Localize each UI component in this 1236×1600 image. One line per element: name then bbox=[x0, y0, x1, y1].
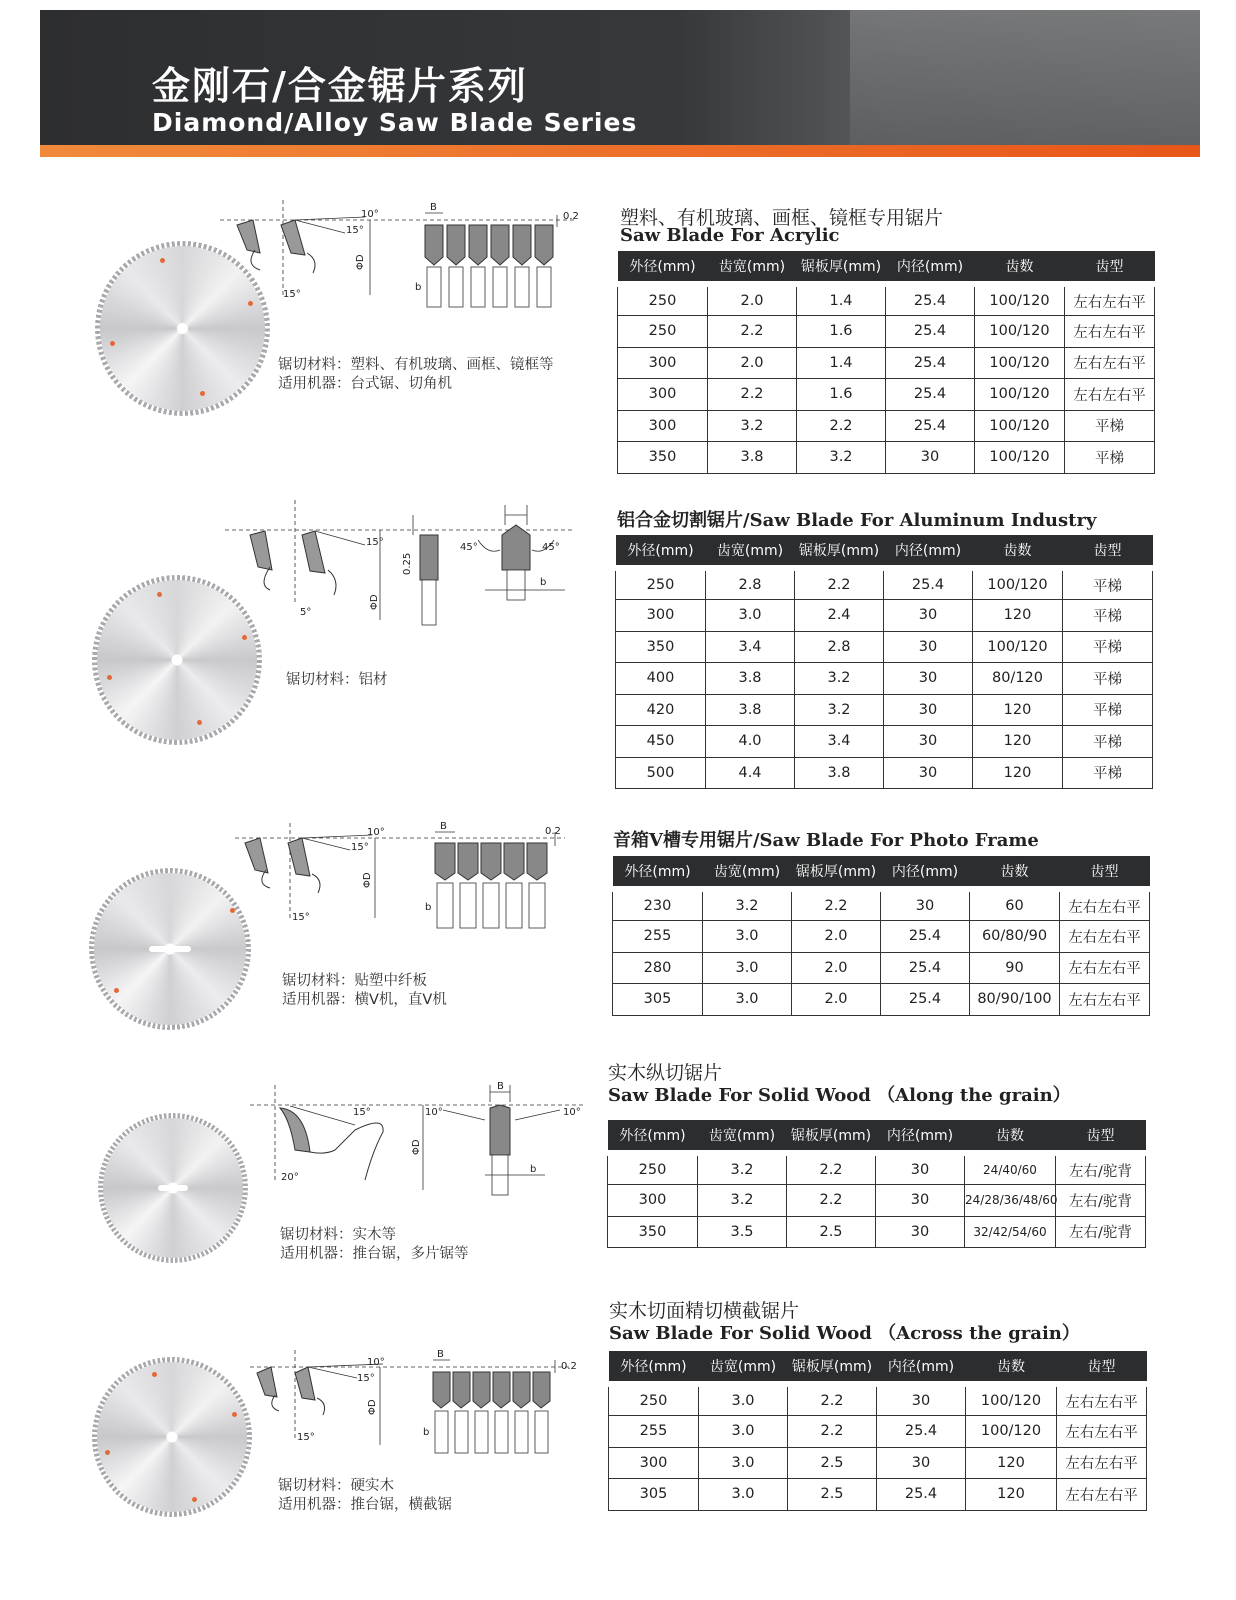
table-cell: 平梯 bbox=[1065, 410, 1155, 442]
table-cell: 24/28/36/48/60 bbox=[965, 1185, 1056, 1217]
table-row bbox=[618, 442, 1155, 474]
table-cell: 80/120 bbox=[973, 663, 1063, 695]
blade-description-solid-wood-across bbox=[278, 1477, 452, 1515]
section-heading-photo-frame: 音箱V槽专用锯片/Saw Blade For Photo Frame bbox=[613, 830, 1039, 851]
table-cell: 100/120 bbox=[975, 284, 1065, 316]
table-row bbox=[609, 1416, 1147, 1448]
column-header: 外径(mm) bbox=[618, 251, 708, 284]
table-cell: 平梯 bbox=[1063, 631, 1153, 663]
column-header: 锯板厚(mm) bbox=[787, 1120, 876, 1153]
table-cell: 30 bbox=[884, 757, 973, 789]
table-cell: 2.0 bbox=[792, 984, 881, 1016]
section-heading-acrylic-en: Saw Blade For Acrylic bbox=[620, 225, 840, 246]
spec-table-solid-wood-along bbox=[607, 1120, 1146, 1248]
table-cell: 左右左右平 bbox=[1060, 952, 1150, 984]
svg-text:10°: 10° bbox=[425, 1107, 443, 1118]
saw-blade-image-photo-frame bbox=[94, 873, 246, 1025]
table-cell: 3.0 bbox=[706, 600, 795, 632]
table-cell: 2.2 bbox=[708, 316, 797, 348]
applicable-machine: 适用机器：台式锯、切角机 bbox=[278, 376, 452, 392]
table-cell: 120 bbox=[973, 726, 1063, 758]
svg-text:B: B bbox=[440, 821, 447, 832]
svg-text:15°: 15° bbox=[346, 225, 364, 236]
svg-text:ΦD: ΦD bbox=[369, 594, 380, 610]
blade-description-photo-frame bbox=[282, 972, 447, 1010]
svg-text:b: b bbox=[423, 1427, 430, 1438]
table-cell: 平梯 bbox=[1063, 663, 1153, 695]
table-cell: 420 bbox=[616, 694, 706, 726]
table-row bbox=[609, 1479, 1147, 1511]
table-cell: 4.0 bbox=[706, 726, 795, 758]
table-cell: 左右左右平 bbox=[1057, 1447, 1147, 1479]
table-cell: 3.0 bbox=[699, 1447, 788, 1479]
table-cell: 30 bbox=[876, 1185, 965, 1217]
section-heading-acrylic-cn: 塑料、有机玻璃、画框、镜框专用锯片 bbox=[620, 207, 944, 229]
table-cell: 25.4 bbox=[881, 921, 970, 953]
table-header-row bbox=[609, 1351, 1147, 1384]
column-header: 齿宽(mm) bbox=[698, 1120, 787, 1153]
svg-text:45°: 45° bbox=[542, 542, 560, 553]
table-cell: 3.0 bbox=[699, 1416, 788, 1448]
table-cell: 25.4 bbox=[886, 410, 975, 442]
tooth-diagram-acrylic bbox=[215, 195, 590, 310]
table-cell: 230 bbox=[613, 889, 703, 921]
table-row bbox=[618, 410, 1155, 442]
table-header-row bbox=[618, 251, 1155, 284]
table-cell: 25.4 bbox=[886, 316, 975, 348]
table-cell: 1.6 bbox=[797, 379, 886, 411]
table-cell: 3.2 bbox=[698, 1153, 787, 1185]
table-cell: 3.2 bbox=[797, 442, 886, 474]
table-cell: 3.8 bbox=[795, 757, 884, 789]
table-row bbox=[609, 1447, 1147, 1479]
column-header: 外径(mm) bbox=[616, 535, 706, 568]
table-cell: 300 bbox=[618, 410, 708, 442]
table-cell: 300 bbox=[618, 347, 708, 379]
table-cell: 30 bbox=[884, 600, 973, 632]
tooth-diagram-aluminum bbox=[220, 495, 580, 625]
svg-text:ΦD: ΦD bbox=[411, 1139, 422, 1155]
table-cell: 32/42/54/60 bbox=[965, 1216, 1056, 1248]
table-cell: 2.0 bbox=[708, 284, 797, 316]
table-cell: 3.4 bbox=[706, 631, 795, 663]
table-cell: 左右左右平 bbox=[1060, 921, 1150, 953]
table-cell: 100/120 bbox=[966, 1384, 1057, 1416]
blade-description-solid-wood-along bbox=[280, 1226, 469, 1264]
table-cell: 30 bbox=[877, 1447, 966, 1479]
spec-table-solid-wood-across bbox=[608, 1351, 1147, 1511]
table-cell: 100/120 bbox=[973, 631, 1063, 663]
svg-text:0.2: 0.2 bbox=[563, 211, 579, 222]
blade-description-acrylic bbox=[278, 356, 554, 394]
svg-text:b: b bbox=[415, 282, 422, 293]
column-header: 内径(mm) bbox=[886, 251, 975, 284]
cutting-material: 锯切材料：实木等 bbox=[280, 1227, 396, 1243]
table-cell: 25.4 bbox=[886, 347, 975, 379]
svg-text:b: b bbox=[530, 1164, 537, 1175]
table-cell: 100/120 bbox=[966, 1416, 1057, 1448]
table-cell: 左右左右平 bbox=[1057, 1479, 1147, 1511]
tooth-diagram-solid-wood-along bbox=[245, 1080, 590, 1200]
table-cell: 25.4 bbox=[877, 1479, 966, 1511]
svg-text:B: B bbox=[430, 202, 437, 213]
table-cell: 350 bbox=[616, 631, 706, 663]
table-cell: 400 bbox=[616, 663, 706, 695]
column-header: 齿型 bbox=[1060, 856, 1150, 889]
column-header: 齿数 bbox=[966, 1351, 1057, 1384]
table-cell: 120 bbox=[966, 1479, 1057, 1511]
table-cell: 250 bbox=[618, 284, 708, 316]
svg-text:15°: 15° bbox=[357, 1373, 375, 1384]
table-row bbox=[609, 1384, 1147, 1416]
table-cell: 500 bbox=[616, 757, 706, 789]
table-cell: 2.4 bbox=[795, 600, 884, 632]
table-cell: 60/80/90 bbox=[970, 921, 1060, 953]
table-cell: 100/120 bbox=[975, 316, 1065, 348]
table-cell: 100/120 bbox=[975, 379, 1065, 411]
table-cell: 2.8 bbox=[795, 631, 884, 663]
spec-table-photo-frame bbox=[612, 856, 1150, 1016]
table-row bbox=[616, 568, 1153, 600]
table-cell: 120 bbox=[973, 694, 1063, 726]
table-cell: 3.4 bbox=[795, 726, 884, 758]
tooth-diagram-photo-frame bbox=[230, 818, 580, 933]
table-cell: 305 bbox=[609, 1479, 699, 1511]
svg-text:15°: 15° bbox=[351, 842, 369, 853]
table-cell: 3.2 bbox=[708, 410, 797, 442]
table-cell: 2.2 bbox=[788, 1384, 877, 1416]
cutting-material: 锯切材料：硬实木 bbox=[278, 1478, 394, 1494]
table-cell: 2.5 bbox=[788, 1479, 877, 1511]
section-heading-solid-wood-along-en: Saw Blade For Solid Wood （Along the grain） bbox=[608, 1085, 1071, 1106]
table-cell: 左右/驼背 bbox=[1056, 1153, 1146, 1185]
table-row bbox=[616, 631, 1153, 663]
table-cell: 2.2 bbox=[787, 1185, 876, 1217]
section-heading-solid-wood-across-en: Saw Blade For Solid Wood （Across the grain） bbox=[609, 1323, 1080, 1344]
table-cell: 30 bbox=[877, 1384, 966, 1416]
table-cell: 2.2 bbox=[795, 568, 884, 600]
column-header: 外径(mm) bbox=[608, 1120, 698, 1153]
table-cell: 305 bbox=[613, 984, 703, 1016]
svg-text:0.2: 0.2 bbox=[561, 1361, 577, 1372]
table-cell: 平梯 bbox=[1063, 568, 1153, 600]
table-cell: 3.0 bbox=[699, 1479, 788, 1511]
table-cell: 3.8 bbox=[706, 694, 795, 726]
table-cell: 3.8 bbox=[706, 663, 795, 695]
svg-text:b: b bbox=[540, 577, 547, 588]
table-cell: 平梯 bbox=[1063, 757, 1153, 789]
column-header: 锯板厚(mm) bbox=[792, 856, 881, 889]
table-row bbox=[613, 952, 1150, 984]
table-header-row bbox=[616, 535, 1153, 568]
svg-text:10°: 10° bbox=[563, 1107, 581, 1118]
table-cell: 3.2 bbox=[698, 1185, 787, 1217]
table-cell: 30 bbox=[881, 889, 970, 921]
table-cell: 30 bbox=[884, 694, 973, 726]
column-header: 齿数 bbox=[970, 856, 1060, 889]
table-cell: 左右左右平 bbox=[1065, 347, 1155, 379]
banner-accent-stripe bbox=[40, 145, 1200, 157]
table-cell: 100/120 bbox=[975, 410, 1065, 442]
svg-text:45°: 45° bbox=[460, 542, 478, 553]
table-cell: 2.8 bbox=[706, 568, 795, 600]
page-title-cn: 金刚石/合金锯片系列 bbox=[152, 64, 528, 108]
page-title-en: Diamond/Alloy Saw Blade Series bbox=[152, 108, 638, 137]
table-cell: 250 bbox=[609, 1384, 699, 1416]
table-cell: 100/120 bbox=[973, 568, 1063, 600]
svg-text:5°: 5° bbox=[300, 607, 312, 618]
table-row bbox=[618, 379, 1155, 411]
svg-text:b: b bbox=[425, 902, 432, 913]
column-header: 锯板厚(mm) bbox=[788, 1351, 877, 1384]
table-cell: 120 bbox=[966, 1447, 1057, 1479]
table-cell: 2.2 bbox=[788, 1416, 877, 1448]
column-header: 齿型 bbox=[1063, 535, 1153, 568]
table-cell: 300 bbox=[608, 1185, 698, 1217]
table-cell: 24/40/60 bbox=[965, 1153, 1056, 1185]
cutting-material: 锯切材料：贴塑中纤板 bbox=[282, 973, 427, 989]
column-header: 外径(mm) bbox=[613, 856, 703, 889]
svg-text:15°: 15° bbox=[353, 1107, 371, 1118]
column-header: 齿数 bbox=[975, 251, 1065, 284]
table-cell: 平梯 bbox=[1063, 726, 1153, 758]
spec-table-aluminum bbox=[615, 535, 1153, 789]
svg-text:10°: 10° bbox=[367, 1357, 385, 1368]
table-cell: 450 bbox=[616, 726, 706, 758]
svg-text:ΦD: ΦD bbox=[367, 1399, 378, 1415]
table-row bbox=[616, 663, 1153, 695]
table-cell: 255 bbox=[609, 1416, 699, 1448]
table-cell: 2.2 bbox=[797, 410, 886, 442]
cutting-material: 锯切材料：铝材 bbox=[286, 672, 388, 688]
table-row bbox=[616, 694, 1153, 726]
cutting-material: 锯切材料：塑料、有机玻璃、画框、镜框等 bbox=[278, 357, 554, 373]
table-cell: 280 bbox=[613, 952, 703, 984]
applicable-machine: 适用机器：推台锯，多片锯等 bbox=[280, 1246, 469, 1262]
table-cell: 25.4 bbox=[881, 984, 970, 1016]
spec-table-acrylic bbox=[617, 251, 1155, 474]
table-cell: 350 bbox=[618, 442, 708, 474]
column-header: 齿型 bbox=[1057, 1351, 1147, 1384]
svg-text:10°: 10° bbox=[361, 209, 379, 220]
column-header: 锯板厚(mm) bbox=[795, 535, 884, 568]
table-cell: 30 bbox=[884, 726, 973, 758]
table-row bbox=[613, 889, 1150, 921]
table-cell: 平梯 bbox=[1063, 694, 1153, 726]
svg-text:0.25: 0.25 bbox=[402, 552, 413, 575]
table-cell: 左右左右平 bbox=[1060, 889, 1150, 921]
table-cell: 3.5 bbox=[698, 1216, 787, 1248]
table-cell: 30 bbox=[886, 442, 975, 474]
tooth-diagram-solid-wood-across bbox=[245, 1345, 585, 1460]
table-cell: 1.6 bbox=[797, 316, 886, 348]
table-cell: 左右左右平 bbox=[1057, 1416, 1147, 1448]
table-cell: 100/120 bbox=[975, 442, 1065, 474]
table-row bbox=[608, 1153, 1146, 1185]
table-cell: 2.0 bbox=[792, 921, 881, 953]
column-header: 齿宽(mm) bbox=[699, 1351, 788, 1384]
applicable-machine: 适用机器：推台锯，横截锯 bbox=[278, 1497, 452, 1513]
svg-text:B: B bbox=[497, 1081, 504, 1092]
table-cell: 60 bbox=[970, 889, 1060, 921]
table-cell: 2.2 bbox=[708, 379, 797, 411]
table-cell: 3.0 bbox=[703, 952, 792, 984]
table-cell: 250 bbox=[608, 1153, 698, 1185]
column-header: 齿宽(mm) bbox=[703, 856, 792, 889]
column-header: 内径(mm) bbox=[877, 1351, 966, 1384]
svg-text:15°: 15° bbox=[283, 289, 301, 300]
table-cell: 左右左右平 bbox=[1065, 379, 1155, 411]
table-cell: 120 bbox=[973, 600, 1063, 632]
table-cell: 3.2 bbox=[795, 663, 884, 695]
table-cell: 1.4 bbox=[797, 347, 886, 379]
table-row bbox=[608, 1185, 1146, 1217]
table-row bbox=[618, 347, 1155, 379]
applicable-machine: 适用机器：横V机，直V机 bbox=[282, 992, 447, 1008]
table-cell: 2.0 bbox=[792, 952, 881, 984]
column-header: 齿型 bbox=[1056, 1120, 1146, 1153]
table-cell: 3.0 bbox=[699, 1384, 788, 1416]
table-cell: 100/120 bbox=[975, 347, 1065, 379]
table-cell: 2.5 bbox=[788, 1447, 877, 1479]
svg-text:15°: 15° bbox=[366, 537, 384, 548]
column-header: 外径(mm) bbox=[609, 1351, 699, 1384]
svg-text:15°: 15° bbox=[292, 912, 310, 923]
table-row bbox=[618, 284, 1155, 316]
table-cell: 平梯 bbox=[1063, 600, 1153, 632]
table-cell: 2.2 bbox=[792, 889, 881, 921]
table-cell: 30 bbox=[876, 1153, 965, 1185]
table-cell: 300 bbox=[616, 600, 706, 632]
column-header: 内径(mm) bbox=[884, 535, 973, 568]
svg-text:20°: 20° bbox=[281, 1172, 299, 1183]
section-heading-aluminum: 铝合金切割锯片/Saw Blade For Aluminum Industry bbox=[617, 510, 1097, 531]
table-cell: 1.4 bbox=[797, 284, 886, 316]
svg-text:15°: 15° bbox=[297, 1432, 315, 1443]
table-cell: 350 bbox=[608, 1216, 698, 1248]
svg-text:0.2: 0.2 bbox=[545, 826, 561, 837]
column-header: 内径(mm) bbox=[876, 1120, 965, 1153]
column-header: 齿宽(mm) bbox=[706, 535, 795, 568]
table-cell: 90 bbox=[970, 952, 1060, 984]
table-cell: 3.0 bbox=[703, 921, 792, 953]
table-cell: 2.0 bbox=[708, 347, 797, 379]
table-row bbox=[616, 726, 1153, 758]
table-cell: 80/90/100 bbox=[970, 984, 1060, 1016]
column-header: 锯板厚(mm) bbox=[797, 251, 886, 284]
table-header-row bbox=[608, 1120, 1146, 1153]
table-row bbox=[616, 757, 1153, 789]
saw-blade-image-solid-wood-along bbox=[103, 1118, 243, 1258]
table-cell: 左右左右平 bbox=[1065, 316, 1155, 348]
table-cell: 平梯 bbox=[1065, 442, 1155, 474]
table-cell: 左右左右平 bbox=[1065, 284, 1155, 316]
table-cell: 左右/驼背 bbox=[1056, 1216, 1146, 1248]
saw-blade-image-solid-wood-across bbox=[97, 1362, 247, 1512]
table-cell: 25.4 bbox=[886, 379, 975, 411]
column-header: 齿宽(mm) bbox=[708, 251, 797, 284]
svg-text:ΦD: ΦD bbox=[362, 872, 373, 888]
table-cell: 左右左右平 bbox=[1057, 1384, 1147, 1416]
table-cell: 250 bbox=[618, 316, 708, 348]
table-cell: 25.4 bbox=[886, 284, 975, 316]
table-row bbox=[613, 984, 1150, 1016]
banner-texture bbox=[850, 10, 1200, 145]
svg-text:10°: 10° bbox=[367, 827, 385, 838]
column-header: 齿数 bbox=[965, 1120, 1056, 1153]
table-cell: 3.2 bbox=[795, 694, 884, 726]
svg-text:ΦD: ΦD bbox=[355, 254, 366, 270]
section-heading-solid-wood-along-cn: 实木纵切锯片 bbox=[608, 1062, 723, 1084]
blade-description-aluminum bbox=[286, 671, 388, 690]
table-cell: 25.4 bbox=[884, 568, 973, 600]
column-header: 齿型 bbox=[1065, 251, 1155, 284]
table-cell: 左右/驼背 bbox=[1056, 1185, 1146, 1217]
table-cell: 3.8 bbox=[708, 442, 797, 474]
table-row bbox=[618, 316, 1155, 348]
table-header-row bbox=[613, 856, 1150, 889]
table-cell: 120 bbox=[973, 757, 1063, 789]
table-row bbox=[608, 1216, 1146, 1248]
table-cell: 25.4 bbox=[881, 952, 970, 984]
table-cell: 4.4 bbox=[706, 757, 795, 789]
table-row bbox=[613, 921, 1150, 953]
section-heading-solid-wood-across-cn: 实木切面精切横截锯片 bbox=[609, 1300, 800, 1322]
table-cell: 左右左右平 bbox=[1060, 984, 1150, 1016]
table-cell: 30 bbox=[884, 663, 973, 695]
table-cell: 2.5 bbox=[787, 1216, 876, 1248]
table-cell: 250 bbox=[616, 568, 706, 600]
column-header: 齿数 bbox=[973, 535, 1063, 568]
table-cell: 3.2 bbox=[703, 889, 792, 921]
table-cell: 30 bbox=[876, 1216, 965, 1248]
table-cell: 25.4 bbox=[877, 1416, 966, 1448]
table-cell: 3.0 bbox=[703, 984, 792, 1016]
table-cell: 300 bbox=[609, 1447, 699, 1479]
svg-text:B: B bbox=[437, 1349, 444, 1360]
table-cell: 2.2 bbox=[787, 1153, 876, 1185]
table-cell: 300 bbox=[618, 379, 708, 411]
table-cell: 255 bbox=[613, 921, 703, 953]
column-header: 内径(mm) bbox=[881, 856, 970, 889]
table-row bbox=[616, 600, 1153, 632]
table-cell: 30 bbox=[884, 631, 973, 663]
